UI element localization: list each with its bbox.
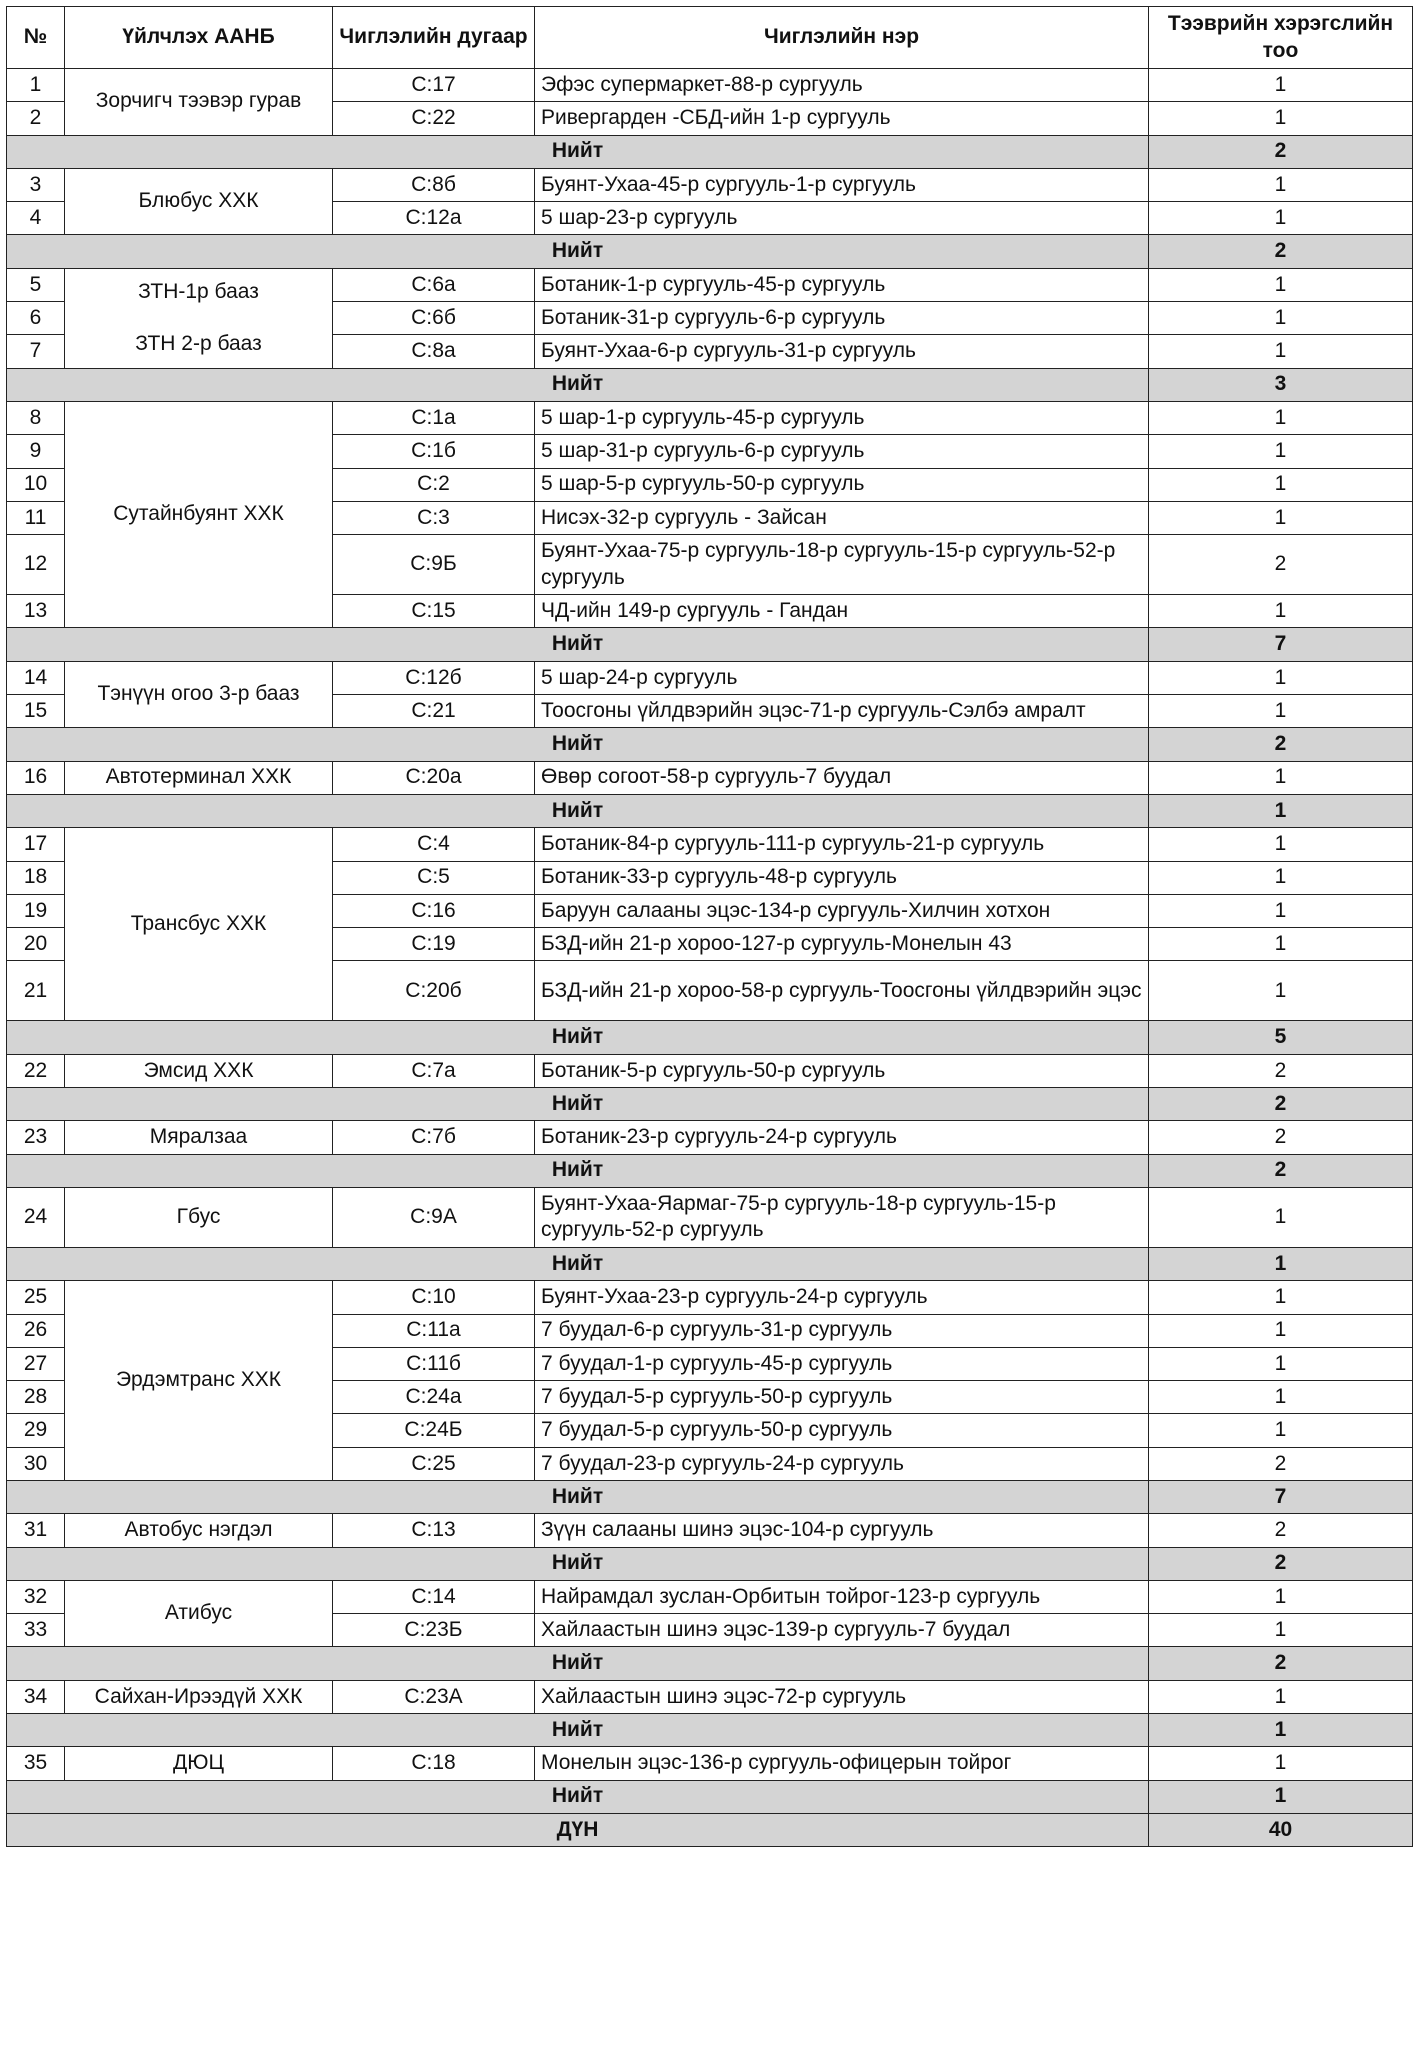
subtotal-label: Нийт bbox=[7, 628, 1149, 661]
route-name: 7 буудал-6-р сургууль-31-р сургууль bbox=[535, 1314, 1149, 1347]
route-code: С:7б bbox=[333, 1121, 535, 1154]
route-code: С:24а bbox=[333, 1381, 535, 1414]
route-code: С:16 bbox=[333, 894, 535, 927]
header-org: Үйлчлэх ААНБ bbox=[65, 7, 333, 69]
vehicle-count: 2 bbox=[1149, 1514, 1413, 1547]
route-name: Эфэс супермаркет-88-р сургууль bbox=[535, 69, 1149, 102]
subtotal-value: 1 bbox=[1149, 1247, 1413, 1280]
route-code: С:9А bbox=[333, 1187, 535, 1247]
operator-name: Автобус нэгдэл bbox=[65, 1514, 333, 1547]
subtotal-row bbox=[7, 1480, 1413, 1513]
subtotal-value: 1 bbox=[1149, 794, 1413, 827]
vehicle-count: 1 bbox=[1149, 928, 1413, 961]
row-number: 24 bbox=[7, 1187, 65, 1247]
subtotal-value: 3 bbox=[1149, 368, 1413, 401]
row-number: 5 bbox=[7, 268, 65, 301]
subtotal-label: Нийт bbox=[7, 1714, 1149, 1747]
route-code: С:17 bbox=[333, 69, 535, 102]
vehicle-count: 1 bbox=[1149, 1347, 1413, 1380]
vehicle-count: 1 bbox=[1149, 302, 1413, 335]
route-name: Ботаник-31-р сургууль-6-р сургууль bbox=[535, 302, 1149, 335]
operator-name bbox=[65, 268, 333, 368]
table-row bbox=[7, 1514, 1413, 1547]
subtotal-value: 7 bbox=[1149, 628, 1413, 661]
route-name: Монелын эцэс-136-р сургууль-офицерын тойрог bbox=[535, 1747, 1149, 1780]
subtotal-label: Нийт bbox=[7, 1154, 1149, 1187]
route-code: С:11а bbox=[333, 1314, 535, 1347]
route-name: Тоосгоны үйлдвэрийн эцэс-71-р сургууль-Сэлбэ амралт bbox=[535, 695, 1149, 728]
grand-total-label: ДҮН bbox=[7, 1813, 1149, 1846]
table-row bbox=[7, 1747, 1413, 1780]
route-code: С:8б bbox=[333, 168, 535, 201]
vehicle-count: 1 bbox=[1149, 435, 1413, 468]
vehicle-count: 1 bbox=[1149, 468, 1413, 501]
operator-name: Автотерминал ХХК bbox=[65, 761, 333, 794]
routes-table bbox=[6, 6, 1413, 1847]
route-name: Ривергарден -СБД-ийн 1-р сургууль bbox=[535, 102, 1149, 135]
header-row bbox=[7, 7, 1413, 69]
route-name: Буянт-Ухаа-75-р сургууль-18-р сургууль-15-р сургууль-52-р сургууль bbox=[535, 535, 1149, 595]
vehicle-count: 2 bbox=[1149, 1054, 1413, 1087]
row-number: 18 bbox=[7, 861, 65, 894]
row-number: 21 bbox=[7, 961, 65, 1021]
route-name: 7 буудал-23-р сургууль-24-р сургууль bbox=[535, 1447, 1149, 1480]
subtotal-row bbox=[7, 628, 1413, 661]
operator-name: Сутайнбуянт ХХК bbox=[65, 401, 333, 627]
subtotal-value: 7 bbox=[1149, 1480, 1413, 1513]
operator-name: Атибус bbox=[65, 1580, 333, 1647]
vehicle-count: 1 bbox=[1149, 1281, 1413, 1314]
row-number: 26 bbox=[7, 1314, 65, 1347]
subtotal-label: Нийт bbox=[7, 1547, 1149, 1580]
route-name: Ботаник-84-р сургууль-111-р сургууль-21-р сургууль bbox=[535, 828, 1149, 861]
vehicle-count: 1 bbox=[1149, 102, 1413, 135]
row-number: 15 bbox=[7, 695, 65, 728]
vehicle-count: 1 bbox=[1149, 961, 1413, 1021]
table-row bbox=[7, 1054, 1413, 1087]
subtotal-row bbox=[7, 135, 1413, 168]
subtotal-row bbox=[7, 368, 1413, 401]
route-code: С:23А bbox=[333, 1680, 535, 1713]
subtotal-row bbox=[7, 1714, 1413, 1747]
table-row bbox=[7, 1680, 1413, 1713]
vehicle-count: 1 bbox=[1149, 168, 1413, 201]
subtotal-value: 5 bbox=[1149, 1021, 1413, 1054]
subtotal-row bbox=[7, 1247, 1413, 1280]
route-name: БЗД-ийн 21-р хороо-58-р сургууль-Тоосгоны үйлдвэрийн эцэс bbox=[535, 961, 1149, 1021]
operator-name: Эмсид ХХК bbox=[65, 1054, 333, 1087]
row-number: 35 bbox=[7, 1747, 65, 1780]
row-number: 25 bbox=[7, 1281, 65, 1314]
vehicle-count: 1 bbox=[1149, 401, 1413, 434]
operator-name-line: ЗТН 2-р бааз bbox=[135, 332, 262, 356]
operator-name: Блюбус ХХК bbox=[65, 168, 333, 235]
route-name: БЗД-ийн 21-р хороо-127-р сургууль-Монелын 43 bbox=[535, 928, 1149, 961]
subtotal-value: 2 bbox=[1149, 1154, 1413, 1187]
table-body bbox=[7, 69, 1413, 1847]
row-number: 17 bbox=[7, 828, 65, 861]
subtotal-label: Нийт bbox=[7, 1480, 1149, 1513]
route-code: С:14 bbox=[333, 1580, 535, 1613]
header-code: Чиглэлийн дугаар bbox=[333, 7, 535, 69]
table-row bbox=[7, 1187, 1413, 1247]
row-number: 8 bbox=[7, 401, 65, 434]
operator-name: ДЮЦ bbox=[65, 1747, 333, 1780]
vehicle-count: 1 bbox=[1149, 69, 1413, 102]
table-row bbox=[7, 1580, 1413, 1613]
vehicle-count: 1 bbox=[1149, 1414, 1413, 1447]
route-code: С:11б bbox=[333, 1347, 535, 1380]
route-name: 5 шар-31-р сургууль-6-р сургууль bbox=[535, 435, 1149, 468]
route-code: С:12б bbox=[333, 661, 535, 694]
route-code: С:2 bbox=[333, 468, 535, 501]
route-name: Ботаник-5-р сургууль-50-р сургууль bbox=[535, 1054, 1149, 1087]
subtotal-label: Нийт bbox=[7, 728, 1149, 761]
route-code: С:4 bbox=[333, 828, 535, 861]
table-row bbox=[7, 1121, 1413, 1154]
row-number: 33 bbox=[7, 1614, 65, 1647]
operator-name: Гбус bbox=[65, 1187, 333, 1247]
row-number: 23 bbox=[7, 1121, 65, 1154]
operator-name: Трансбус ХХК bbox=[65, 828, 333, 1021]
route-name: Ботаник-1-р сургууль-45-р сургууль bbox=[535, 268, 1149, 301]
subtotal-label: Нийт bbox=[7, 1088, 1149, 1121]
vehicle-count: 1 bbox=[1149, 1187, 1413, 1247]
route-name: Хайлаастын шинэ эцэс-139-р сургууль-7 буудал bbox=[535, 1614, 1149, 1647]
vehicle-count: 1 bbox=[1149, 1614, 1413, 1647]
route-code: С:7а bbox=[333, 1054, 535, 1087]
subtotal-row bbox=[7, 1021, 1413, 1054]
row-number: 20 bbox=[7, 928, 65, 961]
subtotal-value: 1 bbox=[1149, 1780, 1413, 1813]
route-name: ЧД-ийн 149-р сургууль - Гандан bbox=[535, 595, 1149, 628]
subtotal-row bbox=[7, 1547, 1413, 1580]
vehicle-count: 1 bbox=[1149, 1314, 1413, 1347]
row-number: 4 bbox=[7, 202, 65, 235]
row-number: 22 bbox=[7, 1054, 65, 1087]
header-num: № bbox=[7, 7, 65, 69]
subtotal-value: 2 bbox=[1149, 1647, 1413, 1680]
subtotal-label: Нийт bbox=[7, 1021, 1149, 1054]
route-code: С:1б bbox=[333, 435, 535, 468]
route-code: С:10 bbox=[333, 1281, 535, 1314]
operator-name: Сайхан-Ирээдүй ХХК bbox=[65, 1680, 333, 1713]
table-row bbox=[7, 761, 1413, 794]
route-name: 7 буудал-1-р сургууль-45-р сургууль bbox=[535, 1347, 1149, 1380]
subtotal-value: 2 bbox=[1149, 135, 1413, 168]
route-name: Нисэх-32-р сургууль - Зайсан bbox=[535, 501, 1149, 534]
vehicle-count: 1 bbox=[1149, 202, 1413, 235]
row-number: 9 bbox=[7, 435, 65, 468]
subtotal-label: Нийт bbox=[7, 1780, 1149, 1813]
route-name: 5 шар-24-р сургууль bbox=[535, 661, 1149, 694]
vehicle-count: 1 bbox=[1149, 335, 1413, 368]
subtotal-row bbox=[7, 235, 1413, 268]
route-code: С:20а bbox=[333, 761, 535, 794]
route-name: Зүүн салааны шинэ эцэс-104-р сургууль bbox=[535, 1514, 1149, 1547]
table-row bbox=[7, 1281, 1413, 1314]
vehicle-count: 1 bbox=[1149, 268, 1413, 301]
vehicle-count: 1 bbox=[1149, 501, 1413, 534]
route-name: 5 шар-23-р сургууль bbox=[535, 202, 1149, 235]
row-number: 31 bbox=[7, 1514, 65, 1547]
vehicle-count: 1 bbox=[1149, 1381, 1413, 1414]
row-number: 3 bbox=[7, 168, 65, 201]
operator-name: Мяралзаа bbox=[65, 1121, 333, 1154]
vehicle-count: 1 bbox=[1149, 695, 1413, 728]
vehicle-count: 1 bbox=[1149, 1680, 1413, 1713]
route-code: С:8а bbox=[333, 335, 535, 368]
row-number: 30 bbox=[7, 1447, 65, 1480]
table-row bbox=[7, 268, 1413, 301]
row-number: 6 bbox=[7, 302, 65, 335]
grand-total-row bbox=[7, 1813, 1413, 1846]
row-number: 32 bbox=[7, 1580, 65, 1613]
row-number: 16 bbox=[7, 761, 65, 794]
route-code: С:23Б bbox=[333, 1614, 535, 1647]
vehicle-count: 2 bbox=[1149, 535, 1413, 595]
route-name: Баруун салааны эцэс-134-р сургууль-Хилчин хотхон bbox=[535, 894, 1149, 927]
route-code: С:13 bbox=[333, 1514, 535, 1547]
route-code: С:12а bbox=[333, 202, 535, 235]
vehicle-count: 1 bbox=[1149, 1580, 1413, 1613]
subtotal-row bbox=[7, 1154, 1413, 1187]
subtotal-value: 2 bbox=[1149, 1088, 1413, 1121]
route-code: С:24Б bbox=[333, 1414, 535, 1447]
subtotal-row bbox=[7, 1647, 1413, 1680]
vehicle-count: 1 bbox=[1149, 828, 1413, 861]
route-name: Буянт-Ухаа-45-р сургууль-1-р сургууль bbox=[535, 168, 1149, 201]
vehicle-count: 1 bbox=[1149, 894, 1413, 927]
subtotal-value: 2 bbox=[1149, 728, 1413, 761]
route-code: С:6а bbox=[333, 268, 535, 301]
route-code: С:19 bbox=[333, 928, 535, 961]
grand-total-value: 40 bbox=[1149, 1813, 1413, 1846]
row-number: 1 bbox=[7, 69, 65, 102]
vehicle-count: 2 bbox=[1149, 1447, 1413, 1480]
route-code: С:9Б bbox=[333, 535, 535, 595]
row-number: 13 bbox=[7, 595, 65, 628]
operator-name: Тэнүүн огоо 3-р бааз bbox=[65, 661, 333, 728]
subtotal-label: Нийт bbox=[7, 235, 1149, 268]
route-name: Өвөр согоот-58-р сургууль-7 буудал bbox=[535, 761, 1149, 794]
row-number: 2 bbox=[7, 102, 65, 135]
subtotal-row bbox=[7, 728, 1413, 761]
vehicle-count: 1 bbox=[1149, 1747, 1413, 1780]
subtotal-label: Нийт bbox=[7, 794, 1149, 827]
subtotal-row bbox=[7, 1088, 1413, 1121]
route-code: С:3 bbox=[333, 501, 535, 534]
subtotal-value: 1 bbox=[1149, 1714, 1413, 1747]
table-row bbox=[7, 828, 1413, 861]
subtotal-label: Нийт bbox=[7, 368, 1149, 401]
row-number: 27 bbox=[7, 1347, 65, 1380]
operator-name-line: ЗТН-1р бааз bbox=[138, 279, 259, 303]
subtotal-label: Нийт bbox=[7, 135, 1149, 168]
route-code: С:6б bbox=[333, 302, 535, 335]
table-row bbox=[7, 168, 1413, 201]
row-number: 12 bbox=[7, 535, 65, 595]
row-number: 10 bbox=[7, 468, 65, 501]
route-name: 5 шар-5-р сургууль-50-р сургууль bbox=[535, 468, 1149, 501]
row-number: 29 bbox=[7, 1414, 65, 1447]
operator-name: Зорчигч тээвэр гурав bbox=[65, 69, 333, 136]
header-name: Чиглэлийн нэр bbox=[535, 7, 1149, 69]
subtotal-value: 2 bbox=[1149, 1547, 1413, 1580]
subtotal-row bbox=[7, 794, 1413, 827]
route-name: 5 шар-1-р сургууль-45-р сургууль bbox=[535, 401, 1149, 434]
route-name: Буянт-Ухаа-6-р сургууль-31-р сургууль bbox=[535, 335, 1149, 368]
route-code: С:25 bbox=[333, 1447, 535, 1480]
route-name: Буянт-Ухаа-Яармаг-75-р сургууль-18-р сургууль-15-р сургууль-52-р сургууль bbox=[535, 1187, 1149, 1247]
route-name: Буянт-Ухаа-23-р сургууль-24-р сургууль bbox=[535, 1281, 1149, 1314]
route-code: С:5 bbox=[333, 861, 535, 894]
route-code: С:21 bbox=[333, 695, 535, 728]
route-code: С:22 bbox=[333, 102, 535, 135]
route-code: С:15 bbox=[333, 595, 535, 628]
table-row bbox=[7, 661, 1413, 694]
row-number: 11 bbox=[7, 501, 65, 534]
vehicle-count: 2 bbox=[1149, 1121, 1413, 1154]
operator-name: Эрдэмтранс ХХК bbox=[65, 1281, 333, 1481]
row-number: 28 bbox=[7, 1381, 65, 1414]
vehicle-count: 1 bbox=[1149, 595, 1413, 628]
route-name: Ботаник-23-р сургууль-24-р сургууль bbox=[535, 1121, 1149, 1154]
vehicle-count: 1 bbox=[1149, 861, 1413, 894]
subtotal-label: Нийт bbox=[7, 1647, 1149, 1680]
table-row bbox=[7, 401, 1413, 434]
subtotal-row bbox=[7, 1780, 1413, 1813]
route-code: С:20б bbox=[333, 961, 535, 1021]
subtotal-value: 2 bbox=[1149, 235, 1413, 268]
vehicle-count: 1 bbox=[1149, 761, 1413, 794]
route-code: С:18 bbox=[333, 1747, 535, 1780]
vehicle-count: 1 bbox=[1149, 661, 1413, 694]
table-row bbox=[7, 69, 1413, 102]
route-name: Ботаник-33-р сургууль-48-р сургууль bbox=[535, 861, 1149, 894]
route-name: 7 буудал-5-р сургууль-50-р сургууль bbox=[535, 1414, 1149, 1447]
header-count: Тээврийн хэрэгслийн тоо bbox=[1149, 7, 1413, 69]
subtotal-label: Нийт bbox=[7, 1247, 1149, 1280]
row-number: 7 bbox=[7, 335, 65, 368]
route-name: Найрамдал зуслан-Орбитын тойрог-123-р сургууль bbox=[535, 1580, 1149, 1613]
row-number: 14 bbox=[7, 661, 65, 694]
route-name: Хайлаастын шинэ эцэс-72-р сургууль bbox=[535, 1680, 1149, 1713]
route-code: С:1а bbox=[333, 401, 535, 434]
row-number: 19 bbox=[7, 894, 65, 927]
route-name: 7 буудал-5-р сургууль-50-р сургууль bbox=[535, 1381, 1149, 1414]
row-number: 34 bbox=[7, 1680, 65, 1713]
